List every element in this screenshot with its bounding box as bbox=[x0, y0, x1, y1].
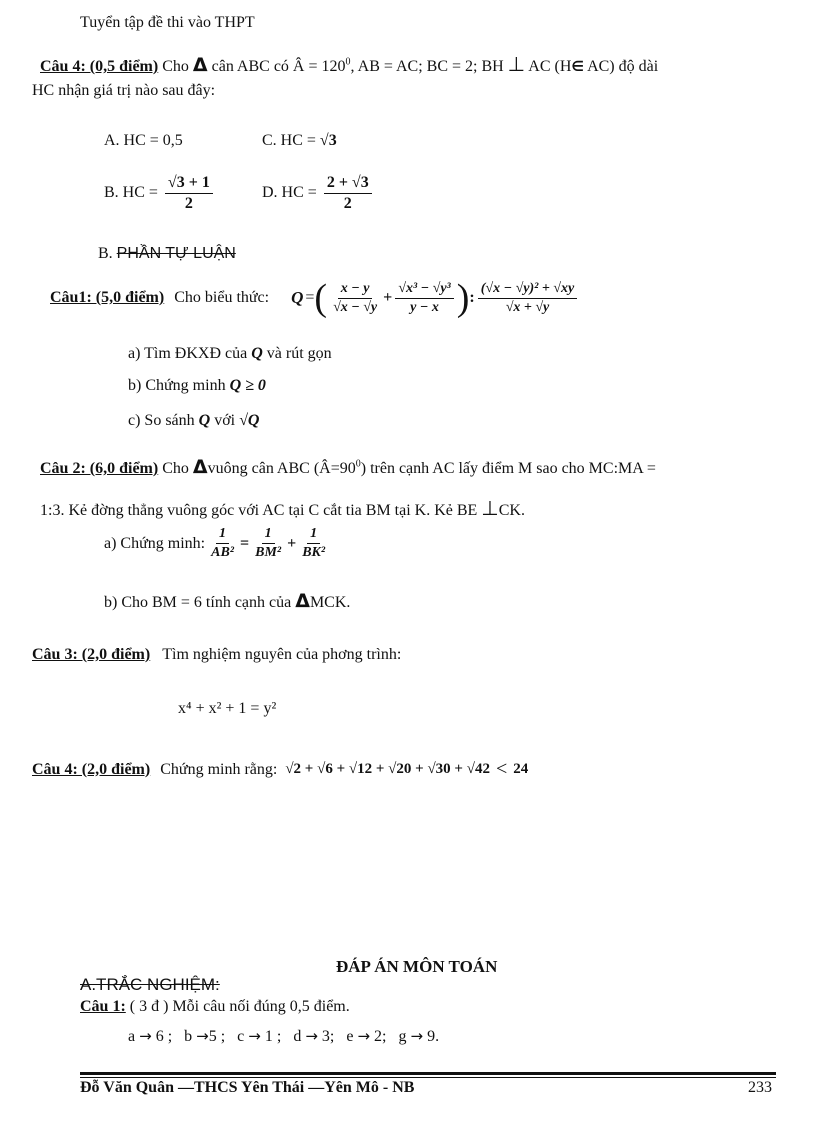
footer-rule bbox=[80, 1072, 776, 1075]
question-label: Câu 1: bbox=[80, 998, 126, 1015]
text: , AB = AC; BC = 2; BH bbox=[350, 58, 504, 75]
fraction bbox=[299, 526, 328, 561]
text: b) Chứng minh bbox=[128, 377, 226, 394]
expression: √2 + √6 + √12 + √20 + √30 + √42 bbox=[285, 761, 490, 777]
text: MCK. bbox=[309, 594, 351, 611]
expression: Q ≥ 0 bbox=[229, 377, 266, 394]
question-label: Câu 4: (2,0 điểm) bbox=[32, 760, 151, 778]
numerator: 1 bbox=[216, 526, 229, 544]
text: c) So sánh bbox=[128, 412, 195, 429]
text: a) Chứng minh: bbox=[104, 534, 206, 552]
pair-d: d → 3; bbox=[293, 1027, 335, 1045]
fraction bbox=[395, 281, 453, 316]
footer-rule bbox=[80, 1077, 776, 1078]
question-label: Câu 4: (0,5 điểm) bbox=[40, 58, 159, 75]
section-b-heading bbox=[98, 245, 236, 263]
expression: √Q bbox=[239, 412, 260, 429]
pair-g: g → 9. bbox=[398, 1027, 440, 1045]
numerator: √3 + 1 bbox=[165, 174, 213, 194]
option-c bbox=[262, 132, 337, 150]
question-3-line bbox=[32, 646, 401, 664]
denominator: AB² bbox=[211, 545, 234, 560]
triangle-icon: Δ bbox=[192, 456, 208, 478]
text: Tìm nghiệm nguyên của phơng trình: bbox=[162, 646, 402, 663]
question-1-part-c bbox=[128, 412, 259, 430]
pair-b: b →5 ; bbox=[184, 1027, 226, 1045]
text: a) Tìm ĐKXĐ của bbox=[128, 345, 248, 362]
question-2-line2 bbox=[40, 496, 525, 520]
degree: 0 bbox=[355, 458, 361, 470]
text: 1:3. Kẻ đờng thẳng vuông góc với AC tại C cắt tia BM tại K. Kẻ BE bbox=[40, 502, 478, 519]
arrow-icon: → bbox=[248, 1027, 261, 1045]
answer-question-1 bbox=[80, 998, 350, 1016]
running-header: Tuyển tập đề thi vào THPT bbox=[80, 14, 255, 31]
question-2-part-a: a) Chứng minh: $\frac{1}{\text{AB²}}$ = $\frac{1}{\text{BM²}}$ + $\frac{1}{\text{BK²}}$ bbox=[104, 526, 331, 561]
expression: 24 bbox=[513, 761, 529, 777]
numerator: 1 bbox=[262, 526, 275, 544]
numerator: 2 + √3 bbox=[324, 174, 372, 194]
text: AC) độ dài bbox=[587, 58, 659, 75]
question-1-part-b bbox=[128, 377, 266, 395]
perpendicular-icon: ⊥ bbox=[481, 496, 499, 520]
answer-pairs bbox=[128, 1027, 439, 1046]
section-title: PHẦN TỰ LUẬN bbox=[116, 245, 236, 262]
question-1-line: Câu1: (5,0 điểm) Cho biểu thức: Q = ( $\frac{x - y}{√x - √y}$ + $\frac{\text{√x³ − √y³}}{y - x}$ ) : $\frac{\text{(√x − √y)² + √xy}}{√x + √y}$ bbox=[50, 276, 580, 320]
denominator: √x + √y bbox=[505, 299, 550, 315]
denominator: y − x bbox=[410, 299, 439, 315]
question-1-part-a bbox=[128, 345, 332, 363]
numerator: √x³ − √y³ bbox=[395, 281, 453, 299]
answer-section-heading: A.TRẮC NGHIỆM: bbox=[80, 975, 220, 994]
less-than: < bbox=[495, 758, 508, 780]
q-symbol: Q bbox=[251, 345, 263, 362]
question-2-line1 bbox=[40, 456, 656, 478]
pair-e: e → 2; bbox=[346, 1027, 387, 1045]
question-2-part-b bbox=[104, 590, 350, 612]
denominator: 2 bbox=[343, 195, 352, 212]
fraction bbox=[324, 174, 372, 213]
numerator: x − y bbox=[338, 281, 373, 299]
arrow-icon: → bbox=[410, 1027, 424, 1045]
text: với bbox=[214, 412, 236, 429]
denominator: 2 bbox=[184, 195, 193, 212]
text: ) trên cạnh AC lấy điểm M sao cho MC:MA = bbox=[360, 460, 656, 477]
text: b) Cho BM = 6 tính cạnh của bbox=[104, 594, 292, 611]
arrow-icon: → bbox=[357, 1027, 371, 1045]
denominator: BK² bbox=[302, 545, 326, 560]
element-of-icon: ∈ bbox=[571, 59, 584, 75]
text: Chứng minh rằng: bbox=[160, 760, 278, 778]
numerator: (√x − √y)² + √xy bbox=[478, 281, 577, 299]
question-label: Câu1: (5,0 điểm) bbox=[50, 289, 165, 306]
fraction bbox=[330, 281, 380, 316]
pair-c: c → 1 ; bbox=[237, 1027, 282, 1045]
option-value: √3 bbox=[319, 132, 337, 149]
option-label: D. HC = bbox=[262, 184, 317, 202]
arrow-icon: → bbox=[305, 1027, 318, 1045]
q-symbol: Q bbox=[291, 288, 304, 307]
text: cân ABC có Â = 120 bbox=[211, 58, 346, 75]
text: Cho bbox=[162, 460, 189, 477]
perpendicular-icon: ⊥ bbox=[507, 52, 526, 76]
option-b bbox=[104, 174, 216, 213]
fraction bbox=[208, 526, 237, 561]
option-d bbox=[262, 174, 375, 213]
degree: 0 bbox=[345, 56, 351, 68]
option-label: C. HC = bbox=[262, 132, 316, 149]
triangle-icon: Δ bbox=[192, 54, 208, 76]
denominator: √x − √y bbox=[333, 299, 378, 315]
fraction bbox=[252, 526, 284, 561]
text: AC (H bbox=[528, 58, 572, 75]
question-4-line bbox=[32, 758, 528, 781]
question-4-mc-line2: HC nhận giá trị nào sau đây: bbox=[32, 82, 216, 99]
question-4-mc-line1 bbox=[40, 52, 658, 76]
numerator: 1 bbox=[307, 526, 320, 544]
equation: x⁴ + x² + 1 = y² bbox=[178, 700, 277, 717]
pair-a: a → 6 ; bbox=[128, 1027, 173, 1045]
question-label: Câu 3: (2,0 điểm) bbox=[32, 646, 151, 663]
page-number: 233 bbox=[748, 1079, 772, 1096]
question-label: Câu 2: (6,0 điểm) bbox=[40, 460, 159, 477]
fraction bbox=[478, 281, 577, 316]
option-a: A. HC = 0,5 bbox=[104, 132, 183, 149]
text: Cho bbox=[162, 58, 189, 75]
section-prefix: B. bbox=[98, 245, 113, 262]
denominator: BM² bbox=[255, 545, 282, 560]
triangle-icon: Δ bbox=[295, 590, 310, 612]
text: và rút gọn bbox=[266, 345, 332, 362]
arrow-icon: → bbox=[196, 1027, 209, 1045]
q-symbol: Q bbox=[198, 412, 211, 429]
text: Cho biểu thức: bbox=[174, 289, 270, 306]
fraction bbox=[165, 174, 213, 213]
text: vuông cân ABC (Â=90 bbox=[207, 460, 356, 477]
option-label: B. HC = bbox=[104, 184, 158, 202]
arrow-icon: → bbox=[139, 1027, 152, 1045]
answer-title: ĐÁP ÁN MÔN TOÁN bbox=[336, 957, 498, 976]
text: ( 3 đ ) Mỗi câu nối đúng 0,5 điểm. bbox=[129, 998, 350, 1015]
text: CK. bbox=[498, 502, 525, 519]
footer-author: Đỗ Văn Quân —THCS Yên Thái —Yên Mô - NB bbox=[80, 1079, 415, 1096]
